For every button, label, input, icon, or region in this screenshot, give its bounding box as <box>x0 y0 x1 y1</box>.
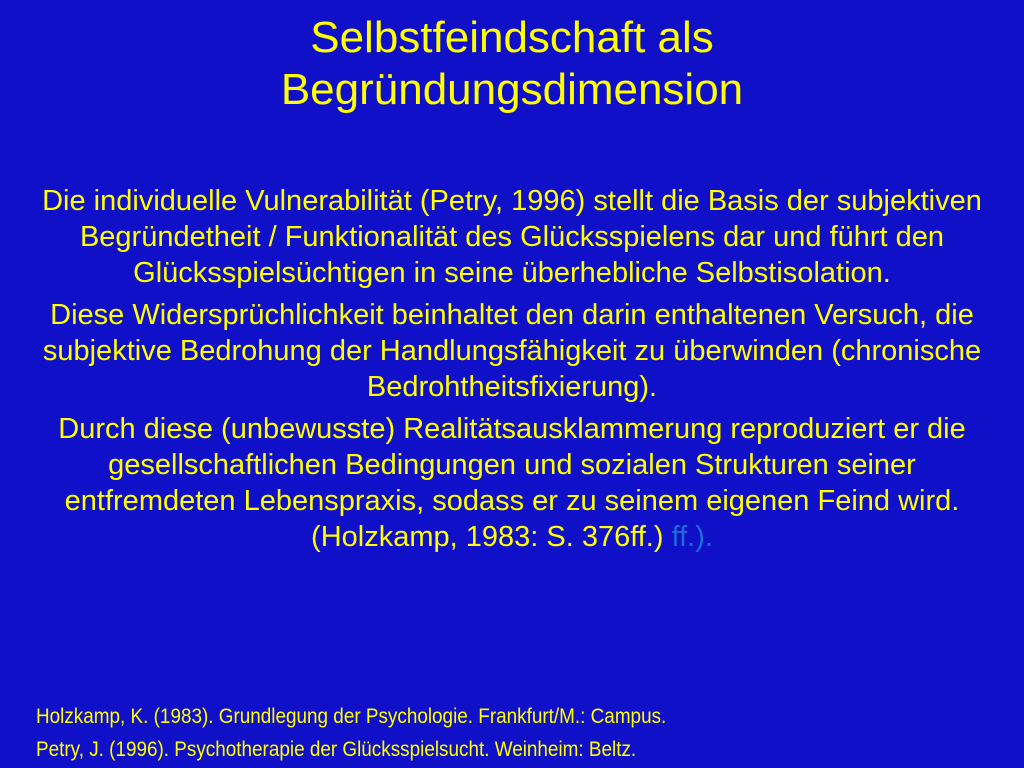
paragraph-contradiction: Diese Widersprüchlichkeit beinhaltet den darin enthaltenen Versuch, die subjektive Bedrohung der Handlungsfähigkeit zu überwinden (chronische Bedrohtheitsfixierung). <box>42 299 982 403</box>
references <box>36 700 900 766</box>
reference-holzkamp: Holzkamp, K. (1983). Grundlegung der Psychologie. Frankfurt/M.: Campus. <box>36 705 667 728</box>
reference-petry: Petry, J. (1996). Psychotherapie der Glücksspielsucht. Weinheim: Beltz. <box>36 738 637 761</box>
slide-title <box>0 12 1024 116</box>
paragraph-vulnerability: Die individuelle Vulnerabilität (Petry, 1996) stellt die Basis der subjektiven Begründetheit / Funktionalität des Glücksspielens dar und führt den Glücksspielsüchtigen in seine überhebliche Selbstisolation. <box>42 185 982 289</box>
citation-ghost-text: ff.). <box>663 521 713 553</box>
citation-holzkamp: (Holzkamp, 1983: S. 376ff.) <box>311 521 664 553</box>
slide-body <box>20 183 1004 561</box>
title-line-1: Selbstfeindschaft als <box>310 13 714 62</box>
paragraph-reality-exclusion <box>20 411 1004 555</box>
paragraph-reality-exclusion-text: Durch diese (unbewusste) Realitätsausklammerung reproduziert er die gesellschaftlichen Bedingungen und sozialen Strukturen seiner entfremdeten Lebenspraxis, sodass er zu seinem eigenen Feind wird. <box>58 413 966 517</box>
title-line-2: Begründungsdimension <box>280 65 744 114</box>
